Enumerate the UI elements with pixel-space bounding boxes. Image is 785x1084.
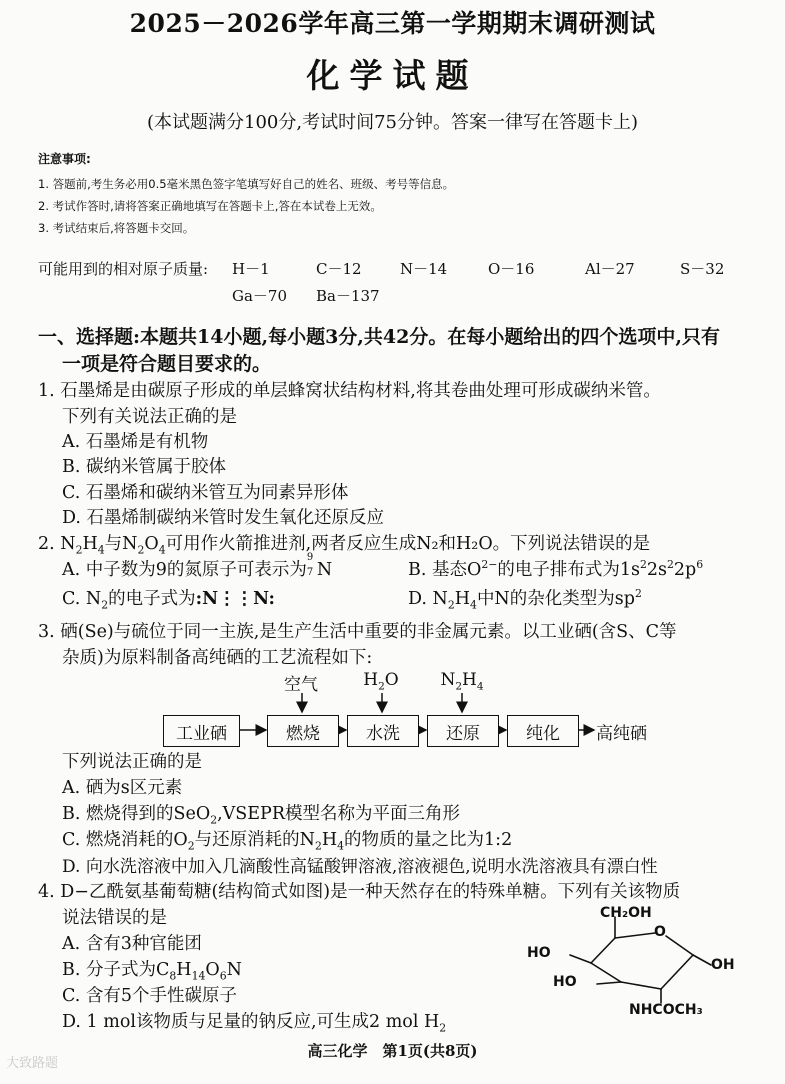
- notice-heading: 注意事项:: [38, 152, 91, 166]
- q1-option-d: D. 石墨烯制碳纳米管时发生氧化还原反应: [62, 508, 385, 528]
- atomic-mass-ba: Ba－137: [316, 287, 380, 305]
- notice-item: 3. 考试结束后,将答题卡交回。: [38, 221, 195, 235]
- exam-title: 2025－2026学年高三第一学期期末调研测试: [129, 9, 656, 38]
- q3-option-b: B. 燃烧得到的SeO$_2$,VSEPR模型名称为平面三角形: [62, 804, 461, 827]
- notice-item: 2. 考试作答时,请将答案正确地填写在答题卡上,答在本试卷上无效。: [38, 199, 382, 213]
- label-nhcoch3: NHCOCH₃: [629, 1002, 703, 1018]
- reagent-water: $H_2O$: [363, 670, 399, 693]
- q4-stem: 4. D−乙酰氨基葡萄糖(结构简式如图)是一种天然存在的特殊单糖。下列有关该物质: [38, 882, 681, 902]
- q4-option-b: B. 分子式为$C_8H_{14}O_6N$: [62, 960, 242, 983]
- q2-stem: 2. $N_2H_4$与$N_2O_4$可用作火箭推进剂,两者反应生成N₂和H₂O。下列说法错误的是: [38, 534, 651, 557]
- q1-option-b: B. 碳纳米管属于胶体: [62, 457, 226, 477]
- q3-stem-question: 下列说法正确的是: [62, 752, 202, 772]
- atomic-mass-al: Al－27: [585, 260, 635, 278]
- atomic-mass-h: H－1: [232, 260, 270, 278]
- q3-stem-cont: 杂质)为原料制备高纯硒的工艺流程如下:: [62, 648, 373, 668]
- q2-option-b: B. 基态$O^{2-}$的电子排布式为$1s^22s^22p^6$: [408, 558, 704, 580]
- watermark: 大致路题: [6, 1056, 59, 1071]
- exam-subtitle: (本试题满分100分,考试时间75分钟。答案一律写在答题卡上): [146, 112, 639, 133]
- glucosamine-structure: [515, 905, 765, 1030]
- q4-stem-cont: 说法错误的是: [62, 908, 167, 928]
- atomic-mass-o: O－16: [488, 260, 535, 278]
- label-ch2oh: CH₂OH: [600, 905, 652, 921]
- reagent-air: 空气: [284, 675, 318, 695]
- atomic-mass-label: 可能用到的相对原子质量:: [38, 260, 209, 278]
- subject-title: 化学试题: [306, 56, 479, 95]
- label-ho-top: HO: [527, 945, 551, 961]
- atomic-mass-n: N－14: [400, 260, 448, 278]
- label-ho-bottom: HO: [553, 974, 577, 990]
- flow-step-combustion: 燃烧: [267, 715, 339, 747]
- atomic-mass-c: C－12: [316, 260, 362, 278]
- q1-stem-cont: 下列有关说法正确的是: [62, 407, 237, 427]
- notice-item: 1. 答题前,考生务必用0.5毫米黑色签字笔填写好自己的姓名、班级、考号等信息。: [38, 177, 455, 191]
- flow-step-washing: 水洗: [347, 715, 419, 747]
- flow-step-raw-selenium: 工业硒: [163, 715, 240, 747]
- q3-stem: 3. 硒(Se)与硫位于同一主族,是生产生活中重要的非金属元素。以工业硒(含S、C等: [38, 622, 677, 642]
- q3-option-a: A. 硒为s区元素: [62, 778, 183, 798]
- section-heading-cont: 一项是符合题目要求的。: [62, 353, 272, 375]
- q1-option-c: C. 石墨烯和碳纳米管互为同素异形体: [62, 483, 349, 503]
- section-heading: 一、选择题:本题共14小题,每小题3分,共42分。在每小题给出的四个选项中,只有: [38, 326, 720, 348]
- page-footer: 高三化学 第1页(共8页): [307, 1042, 478, 1060]
- q3-option-c: C. 燃烧消耗的$O_2$与还原消耗的$N_2H_4$的物质的量之比为1:2: [62, 830, 513, 853]
- label-oh-right: OH: [711, 957, 735, 973]
- reagent-hydrazine: $N_2H_4$: [440, 670, 484, 693]
- atomic-mass-ga: Ga－70: [232, 287, 288, 305]
- flow-step-purification: 纯化: [507, 715, 579, 747]
- q4-option-d: D. 1 mol该物质与足量的钠反应,可生成2 mol $H_2$: [62, 1012, 447, 1035]
- q1-option-a: A. 石墨烯是有机物: [62, 432, 209, 452]
- q1-stem: 1. 石墨烯是由碳原子形成的单层蜂窝状结构材料,将其卷曲处理可形成碳纳米管。: [38, 381, 661, 401]
- flow-product: 高纯硒: [596, 724, 647, 744]
- q4-option-a: A. 含有3种官能团: [62, 934, 202, 954]
- q4-option-c: C. 含有5个手性碳原子: [62, 986, 238, 1006]
- atomic-mass-s: S－32: [680, 260, 725, 278]
- q2-option-d: D. $N_2H_4$中N的杂化类型为$sp^2$: [408, 587, 642, 612]
- label-ring-oxygen: O: [654, 924, 666, 940]
- q2-option-c: C. $N_2$的电子式为:N⋮⋮N:: [62, 589, 275, 612]
- q3-option-d: D. 向水洗溶液中加入几滴酸性高锰酸钾溶液,溶液褪色,说明水洗溶液具有漂白性: [62, 857, 658, 877]
- q2-option-a: A. 中子数为9的氮原子可表示为 9 7 N: [62, 551, 333, 580]
- flow-step-reduction: 还原: [427, 715, 499, 747]
